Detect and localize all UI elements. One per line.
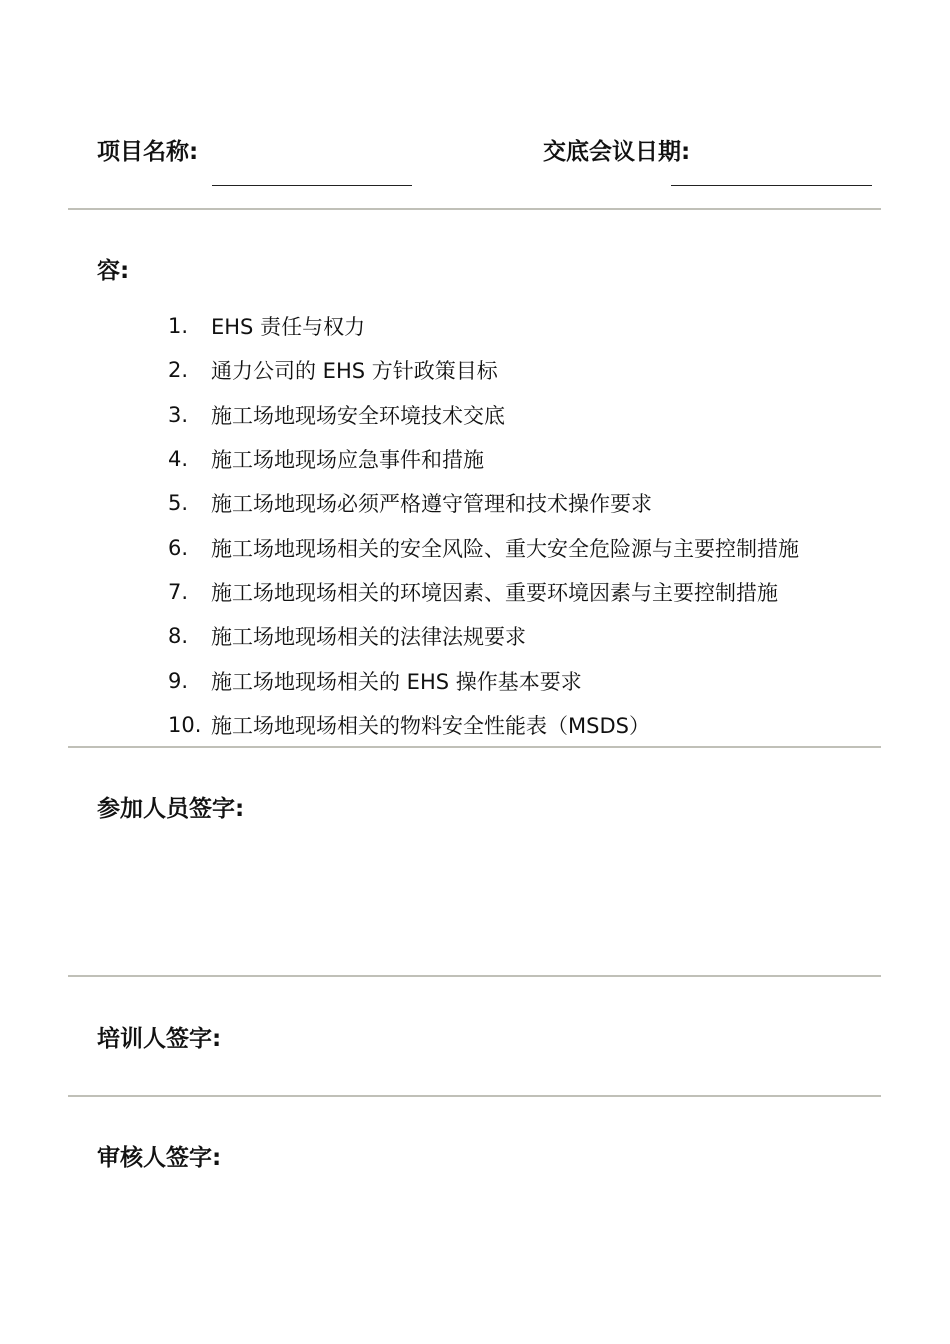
list-item-number: 1. [168, 314, 189, 339]
trainer-signature-area[interactable] [240, 1020, 881, 1070]
participants-signature-area[interactable] [68, 830, 881, 970]
list-item-text: 施工场地现场相关的法律法规要求 [211, 625, 526, 650]
list-item-number: 9. [168, 668, 189, 693]
content-divider [68, 746, 881, 748]
list-item [168, 658, 799, 702]
project-name-field[interactable] [212, 185, 412, 186]
list-item [168, 481, 799, 525]
header-divider [68, 208, 881, 210]
content-list [168, 304, 799, 747]
project-name-label: 项目名称: [97, 139, 199, 165]
list-item [168, 525, 799, 569]
list-item-text: 施工场地现场相关的环境因素、重要环境因素与主要控制措施 [211, 580, 778, 605]
list-item-number: 10. [168, 712, 202, 737]
meeting-date-label: 交底会议日期: [543, 139, 691, 165]
list-item [168, 304, 799, 348]
list-item-text: 施工场地现场相关的 EHS 操作基本要求 [211, 669, 582, 694]
list-item-number: 2. [168, 358, 189, 383]
list-item-text: 通力公司的 EHS 方针政策目标 [211, 359, 498, 384]
list-item-text: 施工场地现场应急事件和措施 [211, 448, 484, 473]
reviewer-signature-area[interactable] [240, 1140, 881, 1200]
trainer-divider [68, 1095, 881, 1097]
list-item-number: 6. [168, 535, 189, 560]
participants-divider [68, 975, 881, 977]
list-item-number: 5. [168, 491, 189, 516]
list-item [168, 437, 799, 481]
list-item-number: 7. [168, 579, 189, 604]
list-item [168, 393, 799, 437]
list-item-text: 施工场地现场相关的安全风险、重大安全危险源与主要控制措施 [211, 536, 799, 561]
list-item-text: 施工场地现场相关的物料安全性能表（MSDS） [211, 713, 650, 738]
content-label: 容: [97, 258, 130, 284]
meeting-date-field[interactable] [671, 185, 872, 186]
list-item [168, 703, 799, 747]
list-item [168, 614, 799, 658]
list-item-text: 施工场地现场安全环境技术交底 [211, 403, 505, 428]
participants-signature-label: 参加人员签字: [97, 796, 245, 822]
list-item-text: 施工场地现场必须严格遵守管理和技术操作要求 [211, 492, 652, 517]
trainer-signature-label: 培训人签字: [97, 1026, 222, 1052]
list-item-number: 8. [168, 624, 189, 649]
reviewer-signature-label: 审核人签字: [97, 1145, 222, 1171]
list-item-number: 3. [168, 402, 189, 427]
list-item [168, 348, 799, 392]
list-item-number: 4. [168, 447, 189, 472]
list-item [168, 570, 799, 614]
list-item-text: EHS 责任与权力 [211, 315, 366, 340]
